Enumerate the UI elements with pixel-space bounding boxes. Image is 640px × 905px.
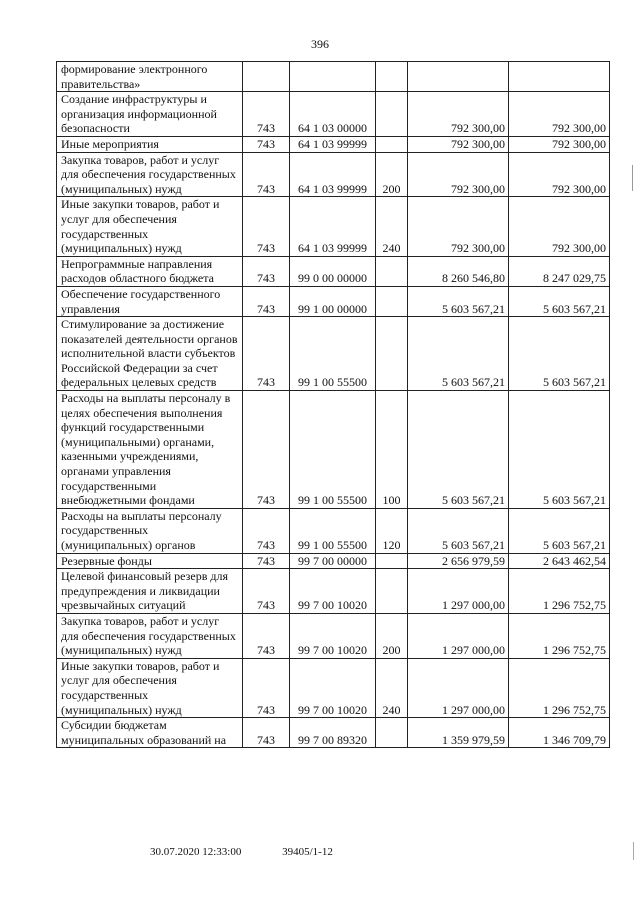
row-name: Закупка товаров, работ и услуг для обеспечения государственных (муниципальных) нужд <box>57 613 243 658</box>
table-row <box>57 62 610 92</box>
row-name: Непрограммные направления расходов областного бюджета <box>57 256 243 286</box>
row-sum1: 5 603 567,21 <box>408 317 509 391</box>
row-vr: 240 <box>376 197 408 256</box>
row-vr: 200 <box>376 152 408 197</box>
row-csr: 99 1 00 00000 <box>290 286 376 316</box>
table-row <box>57 256 610 286</box>
row-csr: 64 1 03 99999 <box>290 136 376 152</box>
table-row <box>57 569 610 614</box>
row-sum2: 792 300,00 <box>509 92 610 137</box>
row-name: Иные мероприятия <box>57 136 243 152</box>
row-sum1: 1 297 000,00 <box>408 569 509 614</box>
row-vr <box>376 286 408 316</box>
row-sum1: 792 300,00 <box>408 152 509 197</box>
table-row <box>57 92 610 137</box>
row-vr: 200 <box>376 613 408 658</box>
row-csr <box>290 62 376 92</box>
row-name: Иные закупки товаров, работ и услуг для обеспечения государственных (муниципальных) нужд <box>57 197 243 256</box>
row-sum1: 1 297 000,00 <box>408 658 509 717</box>
row-vr <box>376 718 408 748</box>
row-vr <box>376 136 408 152</box>
row-sum1: 8 260 546,80 <box>408 256 509 286</box>
table-row <box>57 613 610 658</box>
row-ved: 743 <box>243 553 290 569</box>
row-name: Целевой финансовый резерв для предупреждения и ликвидации чрезвычайных ситуаций <box>57 569 243 614</box>
row-ved: 743 <box>243 152 290 197</box>
row-sum1: 1 297 000,00 <box>408 613 509 658</box>
row-name: Субсидии бюджетам муниципальных образований на <box>57 718 243 748</box>
row-sum2: 5 603 567,21 <box>509 508 610 553</box>
row-sum2: 1 296 752,75 <box>509 613 610 658</box>
row-vr <box>376 92 408 137</box>
row-ved <box>243 62 290 92</box>
row-sum2: 1 346 709,79 <box>509 718 610 748</box>
row-sum1 <box>408 62 509 92</box>
row-csr: 64 1 03 99999 <box>290 152 376 197</box>
row-sum2: 2 643 462,54 <box>509 553 610 569</box>
row-sum2: 1 296 752,75 <box>509 569 610 614</box>
row-ved: 743 <box>243 317 290 391</box>
row-name: Расходы на выплаты персоналу государственных (муниципальных) органов <box>57 508 243 553</box>
row-sum1: 1 359 979,59 <box>408 718 509 748</box>
row-ved: 743 <box>243 286 290 316</box>
row-sum2: 1 296 752,75 <box>509 658 610 717</box>
row-vr <box>376 553 408 569</box>
table-row <box>57 391 610 509</box>
row-csr: 99 1 00 55500 <box>290 508 376 553</box>
table-row <box>57 317 610 391</box>
footer-timestamp: 30.07.2020 12:33:00 <box>150 846 242 858</box>
row-ved: 743 <box>243 613 290 658</box>
row-ved: 743 <box>243 569 290 614</box>
row-ved: 743 <box>243 197 290 256</box>
row-sum1: 792 300,00 <box>408 136 509 152</box>
table-row <box>57 136 610 152</box>
row-csr: 64 1 03 00000 <box>290 92 376 137</box>
table-row <box>57 286 610 316</box>
row-vr <box>376 62 408 92</box>
row-sum2: 5 603 567,21 <box>509 391 610 509</box>
row-sum2 <box>509 62 610 92</box>
row-vr <box>376 256 408 286</box>
row-ved: 743 <box>243 256 290 286</box>
table-row <box>57 508 610 553</box>
row-vr: 240 <box>376 658 408 717</box>
row-csr: 99 7 00 10020 <box>290 658 376 717</box>
table-row <box>57 718 610 748</box>
row-vr: 120 <box>376 508 408 553</box>
row-name: Обеспечение государственного управления <box>57 286 243 316</box>
row-name: Иные закупки товаров, работ и услуг для обеспечения государственных (муниципальных) нужд <box>57 658 243 717</box>
row-name: Создание инфраструктуры и организация информационной безопасности <box>57 92 243 137</box>
row-name: Стимулирование за достижение показателей деятельности органов исполнительной власти субъектов Российской Федерации за счет федеральных целевых средств <box>57 317 243 391</box>
row-csr: 99 7 00 89320 <box>290 718 376 748</box>
footer-doc-id: 39405/1-12 <box>282 846 333 858</box>
page-number: 396 <box>311 37 329 51</box>
row-sum1: 2 656 979,59 <box>408 553 509 569</box>
row-ved: 743 <box>243 508 290 553</box>
row-ved: 743 <box>243 658 290 717</box>
row-csr: 99 1 00 55500 <box>290 317 376 391</box>
row-ved: 743 <box>243 391 290 509</box>
row-sum1: 792 300,00 <box>408 92 509 137</box>
table-row <box>57 152 610 197</box>
row-csr: 99 7 00 00000 <box>290 553 376 569</box>
row-name: Закупка товаров, работ и услуг для обеспечения государственных (муниципальных) нужд <box>57 152 243 197</box>
row-csr: 99 7 00 10020 <box>290 613 376 658</box>
row-vr <box>376 317 408 391</box>
row-vr <box>376 569 408 614</box>
row-sum2: 792 300,00 <box>509 152 610 197</box>
row-sum2: 5 603 567,21 <box>509 286 610 316</box>
table-row <box>57 658 610 717</box>
row-csr: 64 1 03 99999 <box>290 197 376 256</box>
row-name: Расходы на выплаты персоналу в целях обеспечения выполнения функций государственными (муниципальными) органами, казенными учреждениями, органами управления государственными внебюджетными фондами <box>57 391 243 509</box>
row-ved: 743 <box>243 136 290 152</box>
scan-edge-mark <box>633 842 634 860</box>
row-sum1: 5 603 567,21 <box>408 391 509 509</box>
row-name: Резервные фонды <box>57 553 243 569</box>
scan-edge-mark <box>632 165 633 191</box>
row-sum1: 5 603 567,21 <box>408 508 509 553</box>
row-sum2: 792 300,00 <box>509 197 610 256</box>
row-sum1: 792 300,00 <box>408 197 509 256</box>
row-name: формирование электронного правительства» <box>57 62 243 92</box>
row-sum2: 5 603 567,21 <box>509 317 610 391</box>
table-row <box>57 197 610 256</box>
page-footer <box>150 846 371 858</box>
row-sum2: 792 300,00 <box>509 136 610 152</box>
budget-table <box>56 61 610 748</box>
row-sum2: 8 247 029,75 <box>509 256 610 286</box>
table-row <box>57 553 610 569</box>
row-ved: 743 <box>243 92 290 137</box>
row-csr: 99 7 00 10020 <box>290 569 376 614</box>
row-csr: 99 1 00 55500 <box>290 391 376 509</box>
row-sum1: 5 603 567,21 <box>408 286 509 316</box>
row-csr: 99 0 00 00000 <box>290 256 376 286</box>
row-ved: 743 <box>243 718 290 748</box>
row-vr: 100 <box>376 391 408 509</box>
